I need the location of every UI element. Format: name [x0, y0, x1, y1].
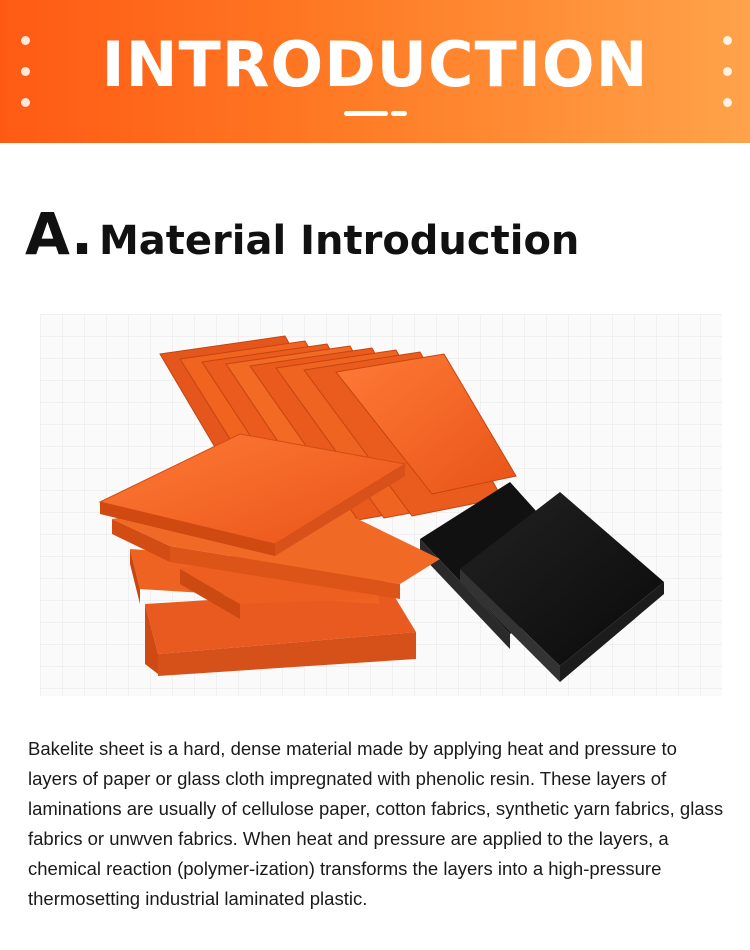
title-underline [344, 111, 388, 116]
section-heading [25, 200, 579, 270]
banner-title: INTRODUCTION [101, 28, 649, 101]
header-banner [0, 0, 750, 143]
title-underline-short [391, 111, 407, 116]
product-photo [40, 314, 722, 696]
decor-dots-right [723, 36, 733, 129]
section-letter: A. [25, 200, 93, 268]
material-description: Bakelite sheet is a hard, dense material made by applying heat and pressure to layers of paper or glass cloth impregnated with phenolic resin. These layers of laminations are usually of cellulose paper, cotton fabrics, synthetic yarn fabrics, glass fabrics or unwven fabrics. When heat and pressure are applied to the layers, a chemical reaction (polymer-ization) transforms the layers into a high-pressure thermosetting industrial laminated plastic. [28, 738, 724, 909]
section-title: Material Introduction [99, 218, 580, 264]
